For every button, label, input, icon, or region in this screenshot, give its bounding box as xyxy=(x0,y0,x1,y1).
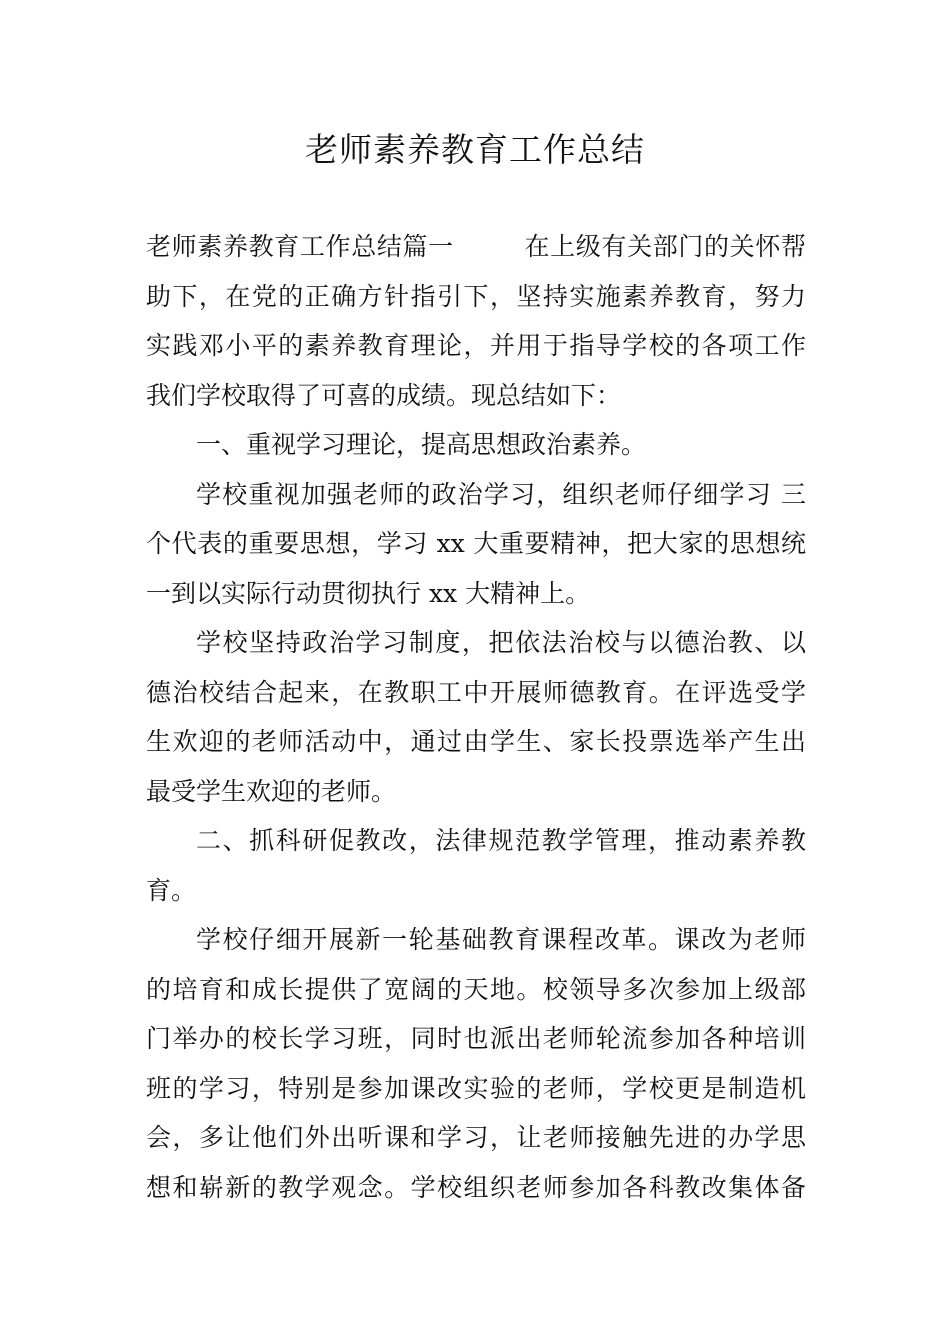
text-line: 学校仔细开展新一轮基础教育课程改革。课改为老师 xyxy=(196,925,806,954)
text-line: 生欢迎的老师活动中，通过由学生、家长投票选举产生出 xyxy=(146,727,806,756)
text-line: 会，多让他们外出听课和学习，让老师接触先进的办学思 xyxy=(146,1123,806,1152)
section-heading-inline: 老师素养教育工作总结篇一 xyxy=(146,232,454,261)
text-line: 我们学校取得了可喜的成绩。现总结如下： xyxy=(146,380,622,410)
document-body xyxy=(146,222,806,1212)
text-line: 想和崭新的教学观念。学校组织老师参加各科教改集体备 xyxy=(146,1172,806,1202)
text-line: 德治校结合起来，在教职工中开展师德教育。在评选受学 xyxy=(146,677,806,707)
text-line: 最受学生欢迎的老师。 xyxy=(146,776,397,806)
text-line: 门举办的校长学习班，同时也派出老师轮流参加各种培训 xyxy=(146,1024,806,1053)
text-segment: 在上级有关部门的关怀帮 xyxy=(523,232,806,261)
section-heading: 一、重视学习理论，提高思想政治素养。 xyxy=(196,430,647,459)
text-line: 实践邓小平的素养教育理论，并用于指导学校的各项工作 xyxy=(146,331,806,360)
text-line: 助下，在党的正确方针指引下，坚持实施素养教育，努力 xyxy=(146,281,806,311)
text-line xyxy=(146,222,806,272)
text-line: 学校重视加强老师的政治学习，组织老师仔细学习 三 xyxy=(196,479,806,509)
text-line: 一到以实际行动贯彻执行 xx 大精神上。 xyxy=(146,578,591,608)
document-title: 老师素养教育工作总结 xyxy=(305,130,645,169)
section-heading-end: 育。 xyxy=(146,875,197,905)
section-heading: 二、抓科研促教改，法律规范教学管理，推动素养教 xyxy=(196,826,806,855)
text-line: 个代表的重要思想，学习 xx 大重要精神，把大家的思想统 xyxy=(146,529,806,558)
text-line: 学校坚持政治学习制度，把依法治校与以德治教、以 xyxy=(196,628,806,657)
text-line: 班的学习，特别是参加课改实验的老师，学校更是制造机 xyxy=(146,1073,806,1103)
text-line: 的培育和成长提供了宽阔的天地。校领导多次参加上级部 xyxy=(146,974,806,1004)
